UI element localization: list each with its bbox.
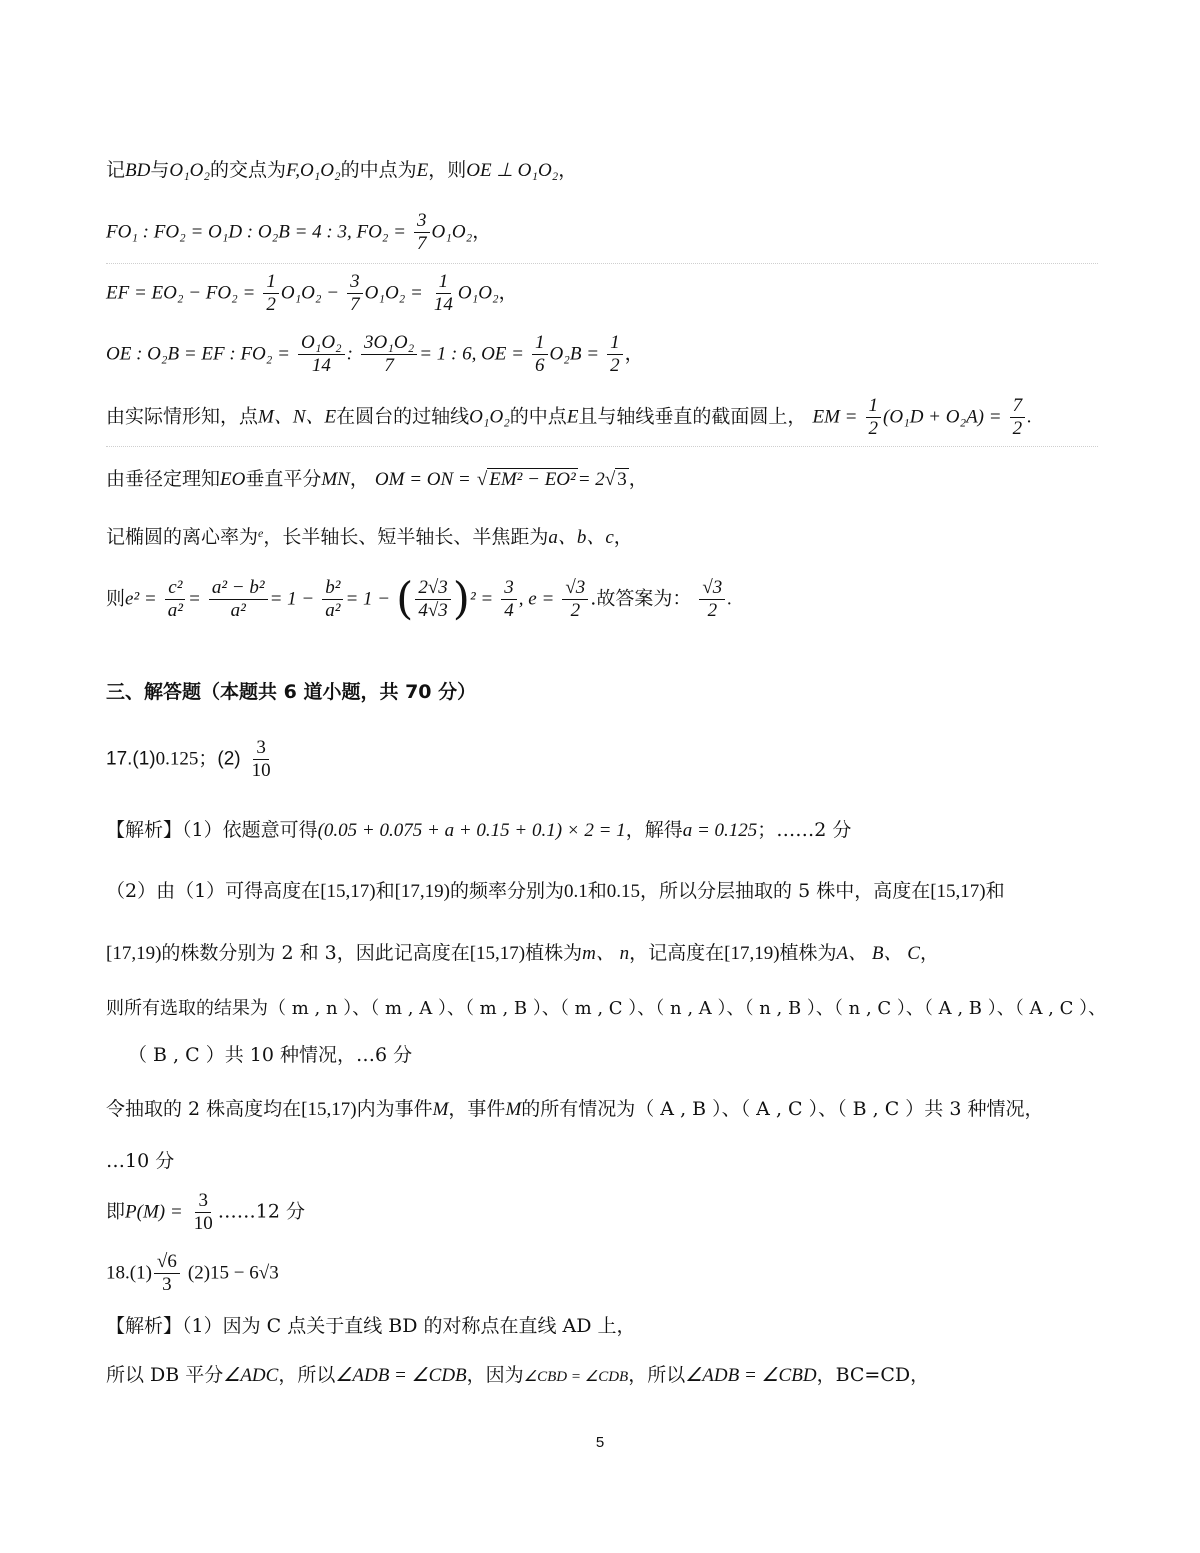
math: MN bbox=[321, 469, 350, 490]
math: [17,19) bbox=[394, 881, 451, 902]
numerator: 3 bbox=[501, 577, 517, 600]
text: ， bbox=[349, 468, 369, 490]
math: 0.1 bbox=[564, 881, 588, 902]
denominator: 2 bbox=[707, 600, 718, 621]
numerator: 1 bbox=[532, 332, 548, 355]
q17-solution-7: …10 分 bbox=[106, 1150, 175, 1172]
math: = 1 : 6, OE = bbox=[419, 343, 524, 365]
numerator: 1 bbox=[866, 395, 882, 418]
text-line-8 bbox=[106, 573, 733, 625]
fraction bbox=[154, 1251, 180, 1296]
denominator: 2 bbox=[610, 355, 620, 376]
text: 记 bbox=[106, 159, 126, 181]
denominator: 10 bbox=[251, 760, 271, 781]
math: a、b、c bbox=[548, 527, 614, 548]
math: P(M) = bbox=[125, 1201, 183, 1223]
math: [17,19) bbox=[724, 943, 780, 964]
numerator: a² − b² bbox=[209, 577, 268, 600]
math: OE : O₂B = EF : FO₂ = bbox=[106, 343, 290, 365]
q17-solution-5: （ B , C ）共 10 种情况，…6 分 bbox=[128, 1044, 413, 1066]
denominator: 6 bbox=[535, 355, 545, 376]
text: ， bbox=[613, 526, 633, 548]
math: = 2 bbox=[577, 469, 605, 490]
math: 0.125 bbox=[155, 748, 199, 770]
math: m、 n bbox=[582, 943, 630, 964]
math: ∠CBD = ∠CDB bbox=[523, 1369, 629, 1385]
page-number: 5 bbox=[595, 1434, 605, 1451]
text: ，则 bbox=[428, 159, 467, 181]
math: OM = ON = bbox=[374, 469, 471, 490]
numerator: 1 bbox=[607, 332, 623, 355]
text: ；(2) bbox=[198, 748, 241, 770]
text: 垂直平分 bbox=[245, 468, 322, 490]
denominator: 7 bbox=[417, 233, 427, 254]
math: [17,19) bbox=[106, 943, 162, 964]
left-paren: ( bbox=[396, 573, 414, 625]
q17-solution-3 bbox=[106, 941, 939, 966]
text: 记椭圆的离心率为 bbox=[106, 526, 259, 548]
text: 且与轴线垂直的截面圆上， bbox=[578, 405, 807, 428]
text-line-4 bbox=[106, 332, 644, 377]
text: 和 bbox=[587, 880, 607, 902]
text-line-5 bbox=[106, 395, 1032, 440]
denominator: a² bbox=[230, 600, 246, 621]
math: FO₁ : FO₂ = O₁D : O₂B = 4 : 3, FO₂ = bbox=[106, 221, 406, 243]
text: 18.(1) bbox=[106, 1262, 152, 1284]
math: ∠ADB = ∠CBD bbox=[685, 1365, 817, 1386]
math: [15,17) bbox=[469, 943, 526, 964]
text: 的所有情况为（ A , B ）、（ A , C ）、（ B , C ）共 3 种情况， bbox=[521, 1098, 1044, 1120]
numerator: √3 bbox=[699, 577, 725, 600]
math: O₁O₂ − bbox=[280, 282, 340, 304]
divider bbox=[106, 446, 1098, 447]
math: e² = bbox=[125, 588, 157, 610]
sqrt bbox=[477, 468, 578, 490]
denominator: 14 bbox=[433, 294, 453, 315]
math: M、N、E bbox=[258, 406, 337, 428]
math: [15,17) bbox=[930, 881, 986, 902]
math: (O₁D + O₂A) = bbox=[883, 406, 1002, 428]
math: O₁O₂ bbox=[469, 406, 510, 428]
math: = 1 − bbox=[269, 588, 315, 610]
text-line-6 bbox=[106, 467, 648, 492]
fraction bbox=[1010, 395, 1026, 440]
math: BD bbox=[125, 160, 151, 181]
math: (0.05 + 0.075 + a + 0.15 + 0.1) × 2 = 1 bbox=[317, 820, 626, 841]
text: 内为事件 bbox=[356, 1098, 433, 1120]
fraction bbox=[562, 577, 588, 622]
q18-solution-1: 【解析】（1）因为 C 点关于直线 BD 的对称点在直线 AD 上， bbox=[106, 1315, 636, 1337]
text: 与 bbox=[150, 159, 170, 181]
text-line-1 bbox=[106, 158, 577, 183]
q17-solution-2 bbox=[106, 879, 1005, 904]
fraction bbox=[322, 577, 343, 622]
math: 15 − 6√3 bbox=[210, 1262, 279, 1284]
math: . bbox=[1027, 406, 1032, 428]
fraction bbox=[607, 332, 623, 377]
math: O₁O₂ bbox=[457, 282, 499, 304]
text: ， bbox=[472, 220, 492, 243]
denominator: 10 bbox=[193, 1213, 213, 1234]
text: ， bbox=[624, 342, 644, 365]
denominator: a² bbox=[167, 600, 183, 621]
fraction bbox=[249, 737, 274, 782]
text: ，事件 bbox=[448, 1098, 506, 1120]
q18-answer bbox=[106, 1251, 279, 1296]
text: 的中点为 bbox=[340, 159, 417, 181]
numerator: 3 bbox=[414, 210, 430, 233]
text: ， bbox=[628, 468, 648, 490]
fraction bbox=[415, 577, 450, 622]
numerator: 2√3 bbox=[415, 577, 450, 600]
math: : bbox=[346, 343, 353, 365]
fraction bbox=[263, 271, 279, 316]
math: O₁O₂ = bbox=[364, 282, 423, 304]
text: 【解析】（1）依题意可得 bbox=[106, 819, 318, 841]
fraction bbox=[431, 271, 456, 316]
section-heading: 三、解答题（本题共 6 道小题，共 70 分） bbox=[106, 681, 477, 703]
denominator: 2 bbox=[868, 418, 879, 439]
fraction bbox=[191, 1190, 216, 1235]
text: ， bbox=[498, 281, 518, 304]
text: ……12 分 bbox=[217, 1200, 305, 1223]
text: ， bbox=[919, 942, 939, 964]
text: ，所以分层抽取的 5 株中，高度在 bbox=[640, 880, 931, 902]
fraction bbox=[361, 332, 417, 377]
text: ；……2 分 bbox=[757, 819, 852, 841]
text: 和 bbox=[375, 880, 395, 902]
numerator: b² bbox=[322, 577, 343, 600]
math: A、 B、 C bbox=[836, 943, 920, 964]
text-line-7 bbox=[106, 521, 633, 550]
denominator: 3 bbox=[162, 1274, 172, 1295]
text: 的中点 bbox=[509, 405, 567, 428]
text: 的频率分别为 bbox=[450, 880, 565, 902]
math: M bbox=[505, 1099, 522, 1120]
math: , bbox=[295, 160, 300, 181]
math: E bbox=[566, 406, 579, 428]
q18-solution-2 bbox=[106, 1363, 929, 1389]
denominator: 2 bbox=[266, 294, 276, 315]
text-line-2 bbox=[106, 210, 491, 255]
fraction bbox=[501, 577, 517, 622]
text: 即 bbox=[106, 1200, 126, 1223]
text: ，所以 bbox=[628, 1364, 686, 1386]
math: e bbox=[258, 526, 264, 540]
text: ，长半轴长、短半轴长、半焦距为 bbox=[263, 526, 549, 548]
math: [15,17) bbox=[320, 881, 376, 902]
denominator: 14 bbox=[311, 355, 331, 376]
text: 则 bbox=[106, 587, 126, 610]
math: EO bbox=[220, 469, 246, 490]
q17-answer bbox=[106, 737, 276, 782]
math: a = 0.125 bbox=[682, 820, 758, 841]
text-line-3 bbox=[106, 271, 518, 316]
fraction bbox=[209, 577, 268, 622]
text: ，因为 bbox=[466, 1364, 524, 1386]
denominator: 7 bbox=[350, 294, 360, 315]
text: 的株数分别为 2 和 3，因此记高度在 bbox=[161, 942, 470, 964]
denominator: 4√3 bbox=[418, 600, 448, 621]
denominator: 4 bbox=[504, 600, 514, 621]
radicand: EM² − EO² bbox=[489, 469, 576, 490]
text: ，记高度在 bbox=[629, 942, 725, 964]
math: F bbox=[286, 160, 296, 181]
fraction bbox=[866, 395, 882, 440]
q17-solution-6 bbox=[106, 1097, 1043, 1122]
denominator: 2 bbox=[1012, 418, 1023, 439]
numerator: c² bbox=[165, 577, 185, 600]
text: ，BC=CD， bbox=[816, 1364, 930, 1386]
fraction bbox=[165, 577, 186, 622]
math: , e = bbox=[518, 588, 555, 610]
math: EF = EO₂ − FO₂ = bbox=[106, 282, 256, 304]
math: ∠ADB = ∠CDB bbox=[335, 1365, 467, 1386]
divider bbox=[106, 263, 1098, 264]
math: ∠ADC bbox=[223, 1365, 279, 1386]
text: 所以 DB 平分 bbox=[106, 1364, 224, 1386]
radicand: 3 bbox=[617, 469, 627, 490]
text: 和 bbox=[985, 880, 1005, 902]
numerator: 3 bbox=[347, 271, 363, 294]
text: 由实际情形知，点 bbox=[106, 405, 259, 428]
text: 17.(1) bbox=[106, 748, 156, 770]
fraction bbox=[298, 332, 345, 377]
math: O₂B = bbox=[549, 343, 600, 365]
text: 植株为 bbox=[779, 942, 837, 964]
text: ，解得 bbox=[625, 819, 683, 841]
numerator: 3O₁O₂ bbox=[361, 332, 417, 355]
q17-solution-1 bbox=[106, 818, 851, 843]
text: （2）由（1）可得高度在 bbox=[106, 880, 321, 902]
text: 植株为 bbox=[525, 942, 583, 964]
text: ， bbox=[558, 159, 578, 181]
sqrt bbox=[605, 468, 629, 490]
math: EM = bbox=[812, 406, 858, 428]
numerator: 7 bbox=[1010, 395, 1026, 418]
math: O₁O₂ bbox=[431, 221, 473, 243]
q17-solution-8 bbox=[106, 1190, 305, 1235]
numerator: √6 bbox=[154, 1251, 180, 1274]
text: 在圆台的过轴线 bbox=[336, 405, 470, 428]
right-paren: ) bbox=[452, 573, 470, 625]
denominator: 7 bbox=[384, 355, 394, 376]
math: = 1 − bbox=[345, 588, 391, 610]
math: [15,17) bbox=[301, 1099, 357, 1120]
denominator: 2 bbox=[570, 600, 581, 621]
text: .故答案为： bbox=[590, 587, 692, 610]
text: 由垂径定理知 bbox=[106, 468, 221, 490]
math: E bbox=[416, 160, 429, 181]
text: 的交点为 bbox=[210, 159, 287, 181]
text: 令抽取的 2 株高度均在 bbox=[106, 1098, 302, 1120]
math: O₁O₂ bbox=[169, 160, 211, 181]
math: M bbox=[432, 1099, 449, 1120]
q17-solution-4: 则所有选取的结果为（ m , n ）、（ m , A ）、（ m , B ）、（ m , C ）、（ n , A ）、（ n , B ）、（ n , C ）、（ A , B ）、（ A , C ）、 bbox=[106, 998, 1107, 1019]
text: (2) bbox=[187, 1262, 211, 1284]
math: = bbox=[187, 588, 201, 610]
math: 0.15 bbox=[606, 881, 641, 902]
numerator: 1 bbox=[263, 271, 279, 294]
numerator: 1 bbox=[436, 271, 452, 294]
fraction bbox=[699, 577, 725, 622]
fraction bbox=[347, 271, 363, 316]
math: O₁O₂ bbox=[299, 160, 341, 181]
numerator: O₁O₂ bbox=[298, 332, 345, 355]
fraction bbox=[532, 332, 548, 377]
fraction bbox=[414, 210, 430, 255]
numerator: √3 bbox=[562, 577, 588, 600]
numerator: 3 bbox=[195, 1190, 211, 1213]
denominator: a² bbox=[325, 600, 341, 621]
numerator: 3 bbox=[253, 737, 269, 760]
math: ² = bbox=[469, 588, 494, 610]
text: ，所以 bbox=[278, 1364, 336, 1386]
math: OE ⊥ O₁O₂ bbox=[466, 160, 559, 181]
math: . bbox=[727, 588, 733, 610]
